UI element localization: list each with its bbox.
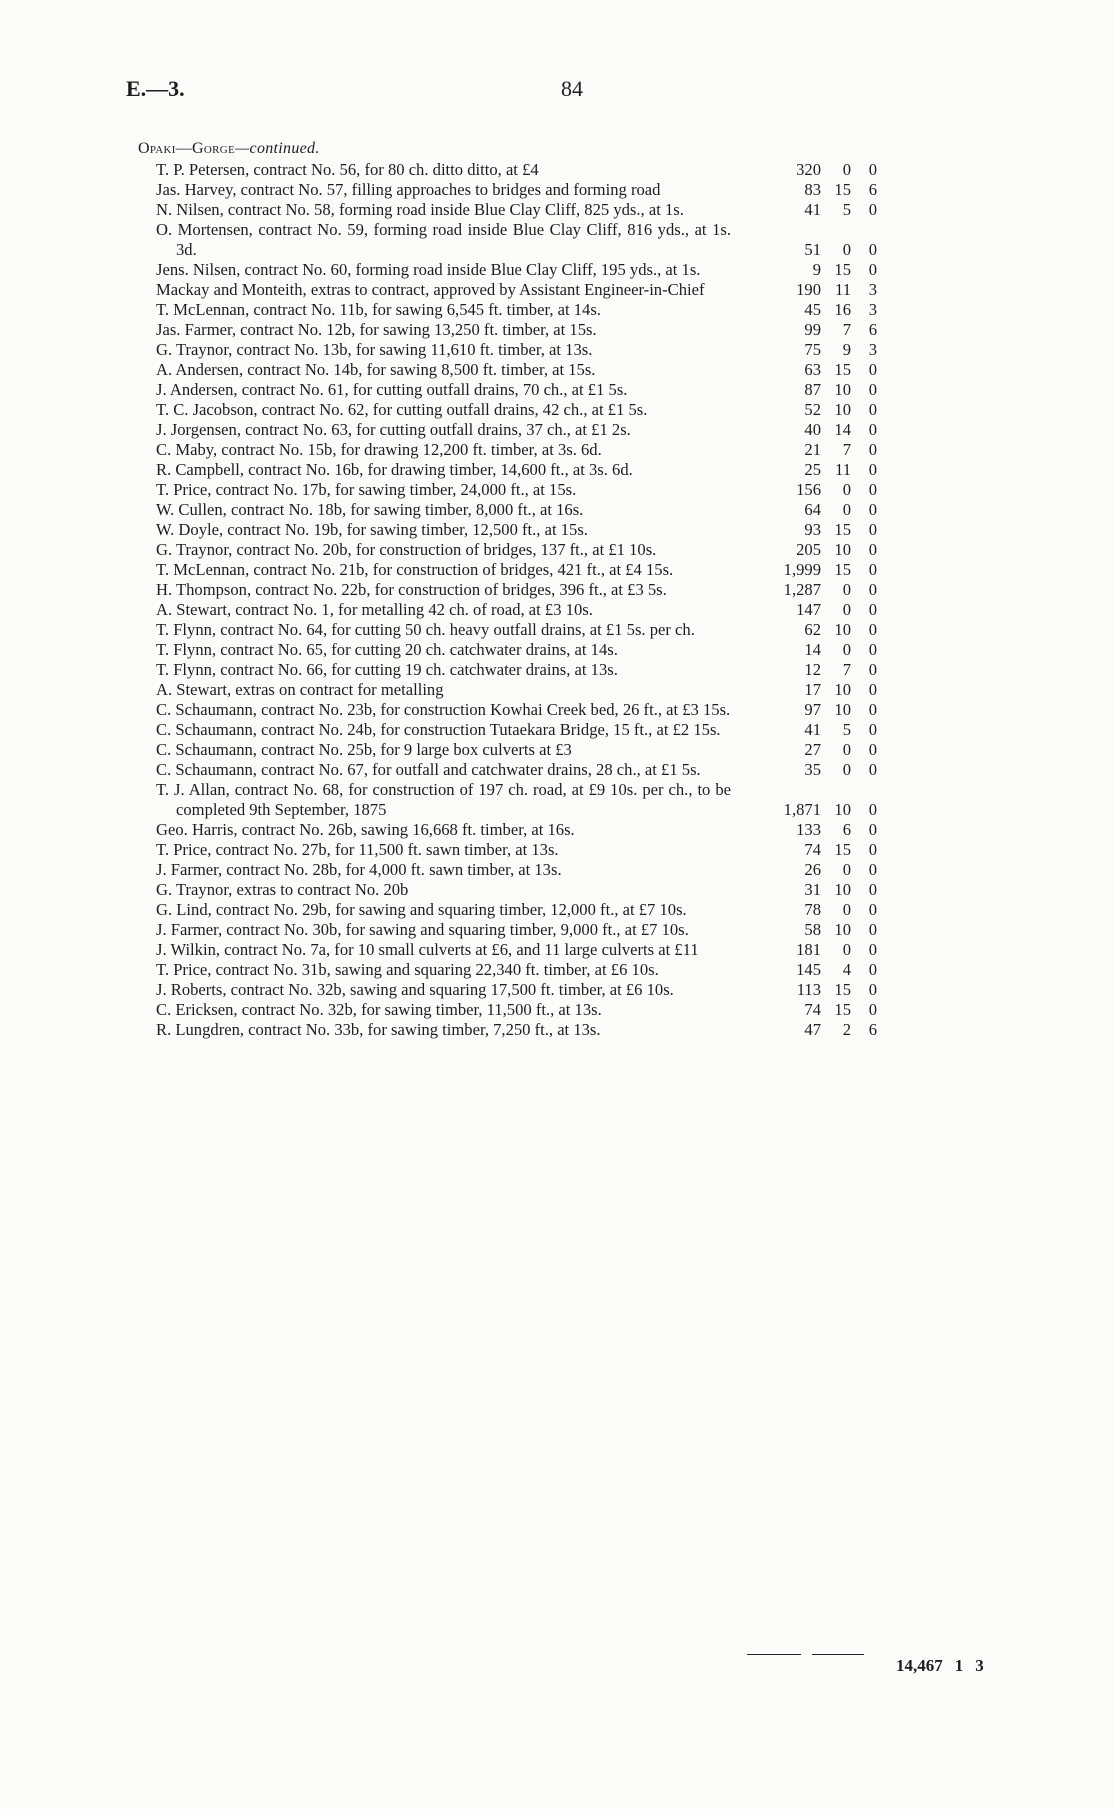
table-row [0, 160, 1114, 180]
entry-pence: 0 [868, 620, 877, 639]
entry-shillings: 10 [834, 620, 851, 639]
entry-pounds: 320 [796, 160, 821, 179]
entry-shillings: 10 [834, 800, 851, 819]
entry-shillings: 0 [842, 900, 851, 919]
table-row [0, 680, 1114, 700]
entry-amount [759, 440, 877, 460]
table-row [0, 660, 1114, 680]
entry-pounds: 93 [804, 520, 821, 539]
entry-description: T. Flynn, contract No. 64, for cutting 50 ch. heavy outfall drains, at £1 5s. per ch. [156, 620, 695, 639]
entry-pounds: 27 [804, 740, 821, 759]
table-row [0, 920, 1114, 940]
entry-description: C. Maby, contract No. 15b, for drawing 12,200 ft. timber, at 3s. 6d. [156, 440, 602, 459]
entry-amount [759, 820, 877, 840]
entry-amount [759, 920, 877, 940]
entry-shillings: 0 [842, 480, 851, 499]
entry-shillings: 15 [834, 980, 851, 999]
entry-pence: 0 [868, 200, 877, 219]
entry-pence: 0 [868, 880, 877, 899]
entry-description: J. Farmer, contract No. 30b, for sawing and squaring timber, 9,000 ft., at £7 10s. [156, 920, 689, 939]
entry-description: T. P. Petersen, contract No. 56, for 80 ch. ditto ditto, at £4 [156, 160, 539, 179]
entry-amount [759, 560, 877, 580]
entry-description: T. Flynn, contract No. 65, for cutting 20 ch. catchwater drains, at 14s. [156, 640, 618, 659]
entry-description: C. Schaumann, contract No. 67, for outfall and catchwater drains, 28 ch., at £1 5s. [156, 760, 701, 779]
entry-amount [759, 940, 877, 960]
entry-pence: 3 [868, 340, 877, 359]
entry-pounds: 47 [804, 1020, 821, 1039]
entry-pence: 0 [868, 460, 877, 479]
entry-shillings: 5 [842, 200, 851, 219]
entry-description: T. McLennan, contract No. 11b, for sawing 6,545 ft. timber, at 14s. [156, 300, 601, 319]
table-row [0, 200, 1114, 220]
table-row [0, 940, 1114, 960]
entry-pounds: 25 [804, 460, 821, 479]
entry-shillings: 6 [842, 820, 851, 839]
table-row [0, 560, 1114, 580]
entry-pence: 6 [868, 320, 877, 339]
entry-pounds: 181 [796, 940, 821, 959]
entry-description: J. Farmer, contract No. 28b, for 4,000 ft. sawn timber, at 13s. [156, 860, 562, 879]
table-row [0, 860, 1114, 880]
total-pounds: 14,467 [896, 1656, 943, 1675]
entry-amount [759, 240, 877, 260]
table-row [0, 740, 1114, 760]
entry-pounds: 35 [804, 760, 821, 779]
entry-amount [759, 580, 877, 600]
table-row [0, 620, 1114, 640]
entry-pence: 0 [868, 720, 877, 739]
table-row [0, 840, 1114, 860]
entry-pounds: 113 [796, 980, 821, 999]
grand-total [896, 1656, 996, 1676]
entry-amount [759, 600, 877, 620]
entry-amount [759, 280, 877, 300]
table-row [0, 640, 1114, 660]
entry-pounds: 145 [796, 960, 821, 979]
entry-pence: 0 [868, 580, 877, 599]
entry-pence: 0 [868, 860, 877, 879]
entry-pounds: 40 [804, 420, 821, 439]
entry-description: G. Traynor, extras to contract No. 20b [156, 880, 409, 899]
table-row [0, 960, 1114, 980]
entry-amount [759, 200, 877, 220]
table-row [0, 180, 1114, 200]
total-pence: 3 [975, 1656, 984, 1675]
entry-pounds: 41 [804, 200, 821, 219]
entry-pence: 0 [868, 800, 877, 819]
entry-description: T. McLennan, contract No. 21b, for construction of bridges, 421 ft., at £4 15s. [156, 560, 674, 579]
entry-pence: 0 [868, 940, 877, 959]
entry-description: R. Campbell, contract No. 16b, for drawing timber, 14,600 ft., at 3s. 6d. [156, 460, 633, 479]
entry-pence: 6 [868, 1020, 877, 1039]
entry-pence: 0 [868, 480, 877, 499]
entry-shillings: 0 [842, 740, 851, 759]
table-row [0, 1020, 1114, 1040]
entry-amount [759, 640, 877, 660]
entry-shillings: 10 [834, 920, 851, 939]
entry-amount [759, 680, 877, 700]
entry-amount [759, 980, 877, 1000]
entry-shillings: 7 [842, 440, 851, 459]
table-row [0, 760, 1114, 780]
section-continued: —continued. [235, 140, 320, 157]
entry-amount [759, 300, 877, 320]
entry-pounds: 41 [804, 720, 821, 739]
entry-amount [759, 900, 877, 920]
entry-pounds: 17 [804, 680, 821, 699]
entry-pounds: 1,999 [783, 560, 821, 579]
entry-amount [759, 800, 877, 820]
entry-pence: 3 [868, 280, 877, 299]
entry-pounds: 1,287 [783, 580, 821, 599]
entry-pence: 0 [868, 560, 877, 579]
table-row [0, 500, 1114, 520]
table-row [0, 580, 1114, 600]
entry-description: O. Mortensen, contract No. 59, forming road inside Blue Clay Cliff, 816 yds., at 1s. 3d. [156, 220, 731, 259]
entry-description: R. Lungdren, contract No. 33b, for sawing timber, 7,250 ft., at 13s. [156, 1020, 601, 1039]
table-row [0, 520, 1114, 540]
entry-pence: 0 [868, 360, 877, 379]
entry-shillings: 16 [834, 300, 851, 319]
total-rule-shillings [812, 1654, 864, 1655]
section-heading [138, 140, 320, 158]
entry-pounds: 74 [804, 1000, 821, 1019]
entry-pence: 0 [868, 500, 877, 519]
entry-pounds: 51 [804, 240, 821, 259]
entry-shillings: 10 [834, 700, 851, 719]
entry-description: A. Andersen, contract No. 14b, for sawing 8,500 ft. timber, at 15s. [156, 360, 596, 379]
entry-pence: 0 [868, 380, 877, 399]
table-row [0, 880, 1114, 900]
table-row [0, 1000, 1114, 1020]
table-row [0, 280, 1114, 300]
entry-amount [759, 460, 877, 480]
entry-pounds: 147 [796, 600, 821, 619]
entry-description: Mackay and Monteith, extras to contract, approved by Assistant Engineer-in-Chief [156, 280, 705, 299]
entry-description: A. Stewart, extras on contract for metalling [156, 680, 444, 699]
entry-amount [759, 520, 877, 540]
entry-amount [759, 340, 877, 360]
entry-amount [759, 420, 877, 440]
table-row [0, 820, 1114, 840]
entry-pence: 0 [868, 240, 877, 259]
entry-pounds: 133 [796, 820, 821, 839]
entry-amount [759, 660, 877, 680]
table-row [0, 900, 1114, 920]
entry-pence: 0 [868, 540, 877, 559]
entry-pence: 0 [868, 820, 877, 839]
entry-pounds: 87 [804, 380, 821, 399]
entry-pence: 0 [868, 1000, 877, 1019]
entry-amount [759, 400, 877, 420]
entry-description: W. Cullen, contract No. 18b, for sawing timber, 8,000 ft., at 16s. [156, 500, 584, 519]
entry-pounds: 52 [804, 400, 821, 419]
table-row [0, 380, 1114, 400]
entry-amount [759, 960, 877, 980]
entry-description: A. Stewart, contract No. 1, for metalling 42 ch. of road, at £3 10s. [156, 600, 593, 619]
entry-shillings: 4 [842, 960, 851, 979]
entry-shillings: 11 [835, 460, 851, 479]
entry-pence: 0 [868, 680, 877, 699]
entry-pence: 0 [868, 600, 877, 619]
entry-pounds: 78 [804, 900, 821, 919]
table-row [0, 340, 1114, 360]
table-row [0, 220, 1114, 260]
entry-description: C. Schaumann, contract No. 25b, for 9 large box culverts at £3 [156, 740, 572, 759]
entry-description: G. Traynor, contract No. 13b, for sawing 11,610 ft. timber, at 13s. [156, 340, 593, 359]
table-row [0, 720, 1114, 740]
page-number: 84 [561, 76, 583, 101]
entry-pounds: 83 [804, 180, 821, 199]
entry-pounds: 156 [796, 480, 821, 499]
entry-description: T. Price, contract No. 27b, for 11,500 ft. sawn timber, at 13s. [156, 840, 559, 859]
entry-pounds: 9 [812, 260, 821, 279]
entry-amount [759, 540, 877, 560]
entry-amount [759, 380, 877, 400]
table-row [0, 480, 1114, 500]
entry-shillings: 10 [834, 880, 851, 899]
table-row [0, 260, 1114, 280]
entry-pounds: 14 [804, 640, 821, 659]
entry-shillings: 0 [842, 160, 851, 179]
entry-description: J. Jorgensen, contract No. 63, for cutting outfall drains, 37 ch., at £1 2s. [156, 420, 631, 439]
entry-description: W. Doyle, contract No. 19b, for sawing timber, 12,500 ft., at 15s. [156, 520, 588, 539]
entry-description: N. Nilsen, contract No. 58, forming road inside Blue Clay Cliff, 825 yds., at 1s. [156, 200, 684, 219]
entry-amount [759, 160, 877, 180]
entry-pence: 0 [868, 160, 877, 179]
entry-shillings: 15 [834, 360, 851, 379]
entry-pence: 0 [868, 840, 877, 859]
entry-shillings: 15 [834, 560, 851, 579]
entry-description: H. Thompson, contract No. 22b, for construction of bridges, 396 ft., at £3 5s. [156, 580, 667, 599]
entry-pounds: 12 [804, 660, 821, 679]
entry-description: C. Schaumann, contract No. 24b, for construction Tutaekara Bridge, 15 ft., at £2 15s. [156, 720, 721, 739]
entry-amount [759, 1020, 877, 1040]
entry-pounds: 63 [804, 360, 821, 379]
entry-pence: 0 [868, 420, 877, 439]
table-row [0, 400, 1114, 420]
entry-shillings: 7 [842, 320, 851, 339]
table-row [0, 980, 1114, 1000]
table-row [0, 440, 1114, 460]
table-row [0, 780, 1114, 820]
entry-shillings: 11 [835, 280, 851, 299]
entry-pence: 0 [868, 640, 877, 659]
entry-shillings: 15 [834, 180, 851, 199]
table-row [0, 540, 1114, 560]
entry-pounds: 58 [804, 920, 821, 939]
entry-amount [759, 840, 877, 860]
entry-amount [759, 760, 877, 780]
entry-shillings: 0 [842, 600, 851, 619]
entry-shillings: 2 [842, 1020, 851, 1039]
table-row [0, 460, 1114, 480]
entry-shillings: 10 [834, 380, 851, 399]
entry-shillings: 0 [842, 500, 851, 519]
entry-pounds: 31 [804, 880, 821, 899]
entry-pounds: 62 [804, 620, 821, 639]
table-row [0, 320, 1114, 340]
entry-amount [759, 1000, 877, 1020]
entry-description: J. Andersen, contract No. 61, for cutting outfall drains, 70 ch., at £1 5s. [156, 380, 628, 399]
entry-pence: 0 [868, 520, 877, 539]
entry-description: Jas. Harvey, contract No. 57, filling approaches to bridges and forming road [156, 180, 661, 199]
entry-description: C. Ericksen, contract No. 32b, for sawing timber, 11,500 ft., at 13s. [156, 1000, 602, 1019]
entry-shillings: 10 [834, 540, 851, 559]
entry-amount [759, 880, 877, 900]
entry-amount [759, 360, 877, 380]
entry-shillings: 0 [842, 240, 851, 259]
table-row [0, 300, 1114, 320]
entry-pence: 0 [868, 960, 877, 979]
entry-pounds: 99 [804, 320, 821, 339]
entry-pounds: 75 [804, 340, 821, 359]
entry-shillings: 15 [834, 1000, 851, 1019]
entry-description: Jas. Farmer, contract No. 12b, for sawing 13,250 ft. timber, at 15s. [156, 320, 597, 339]
total-rule-pounds [747, 1654, 801, 1655]
entry-amount [759, 740, 877, 760]
entry-pence: 6 [868, 180, 877, 199]
entry-amount [759, 180, 877, 200]
entry-description: J. Roberts, contract No. 32b, sawing and squaring 17,500 ft. timber, at £6 10s. [156, 980, 674, 999]
entry-pence: 0 [868, 760, 877, 779]
entry-shillings: 15 [834, 840, 851, 859]
entry-pence: 0 [868, 260, 877, 279]
entry-amount [759, 260, 877, 280]
entry-pounds: 64 [804, 500, 821, 519]
entry-pounds: 45 [804, 300, 821, 319]
entry-pence: 0 [868, 920, 877, 939]
entry-description: J. Wilkin, contract No. 7a, for 10 small culverts at £6, and 11 large culverts at £11 [156, 940, 699, 959]
payments-list [0, 160, 1114, 1040]
table-row [0, 420, 1114, 440]
entry-pence: 0 [868, 440, 877, 459]
entry-amount [759, 620, 877, 640]
entry-shillings: 7 [842, 660, 851, 679]
entry-pounds: 74 [804, 840, 821, 859]
entry-pence: 0 [868, 400, 877, 419]
entry-shillings: 9 [842, 340, 851, 359]
section-title: Opaki—Gorge [138, 140, 236, 157]
entry-shillings: 0 [842, 760, 851, 779]
entry-shillings: 15 [834, 260, 851, 279]
entry-description: T. Price, contract No. 31b, sawing and squaring 22,340 ft. timber, at £6 10s. [156, 960, 659, 979]
entry-description: G. Traynor, contract No. 20b, for construction of bridges, 137 ft., at £1 10s. [156, 540, 657, 559]
entry-pence: 0 [868, 700, 877, 719]
entry-description: T. J. Allan, contract No. 68, for construction of 197 ch. road, at £9 10s. per ch., to be completed 9th September, 1875 [156, 780, 731, 819]
entry-pence: 0 [868, 740, 877, 759]
entry-shillings: 0 [842, 640, 851, 659]
entry-pounds: 26 [804, 860, 821, 879]
entry-shillings: 15 [834, 520, 851, 539]
entry-pence: 3 [868, 300, 877, 319]
entry-pence: 0 [868, 980, 877, 999]
entry-pounds: 21 [804, 440, 821, 459]
entry-shillings: 0 [842, 580, 851, 599]
document-code: E.—3. [126, 76, 185, 101]
entry-shillings: 10 [834, 680, 851, 699]
entry-description: G. Lind, contract No. 29b, for sawing and squaring timber, 12,000 ft., at £7 10s. [156, 900, 687, 919]
total-shillings: 1 [954, 1656, 964, 1675]
entry-pounds: 97 [804, 700, 821, 719]
entry-description: T. Price, contract No. 17b, for sawing timber, 24,000 ft., at 15s. [156, 480, 577, 499]
table-row [0, 700, 1114, 720]
entry-shillings: 10 [834, 400, 851, 419]
entry-pounds: 205 [796, 540, 821, 559]
entry-shillings: 0 [842, 860, 851, 879]
entry-description: T. C. Jacobson, contract No. 62, for cutting outfall drains, 42 ch., at £1 5s. [156, 400, 648, 419]
entry-amount [759, 720, 877, 740]
entry-description: Geo. Harris, contract No. 26b, sawing 16,668 ft. timber, at 16s. [156, 820, 575, 839]
entry-amount [759, 700, 877, 720]
entry-description: C. Schaumann, contract No. 23b, for construction Kowhai Creek bed, 26 ft., at £3 15s. [156, 700, 731, 719]
entry-pounds: 1,871 [783, 800, 821, 819]
entry-shillings: 0 [842, 940, 851, 959]
entry-amount [759, 860, 877, 880]
entry-pence: 0 [868, 660, 877, 679]
entry-description: T. Flynn, contract No. 66, for cutting 19 ch. catchwater drains, at 13s. [156, 660, 618, 679]
table-row [0, 600, 1114, 620]
entry-shillings: 5 [842, 720, 851, 739]
table-row [0, 360, 1114, 380]
entry-amount [759, 500, 877, 520]
entry-amount [759, 480, 877, 500]
entry-pounds: 190 [796, 280, 821, 299]
entry-description: Jens. Nilsen, contract No. 60, forming road inside Blue Clay Cliff, 195 yds., at 1s. [156, 260, 701, 279]
entry-shillings: 14 [834, 420, 851, 439]
entry-amount [759, 320, 877, 340]
entry-pence: 0 [868, 900, 877, 919]
